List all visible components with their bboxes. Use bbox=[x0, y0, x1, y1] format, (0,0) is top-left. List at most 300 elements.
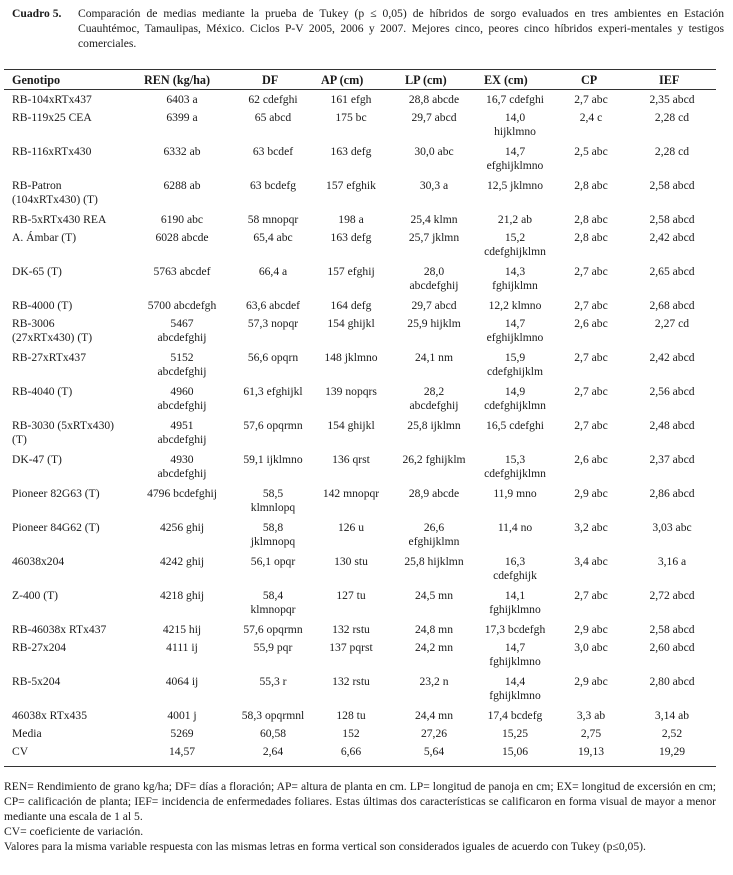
row-ief-cell bbox=[628, 589, 716, 603]
header-lp: LP (cm) bbox=[405, 73, 447, 87]
row-genotipo-cell bbox=[12, 709, 137, 723]
row-ap-line: 6,66 bbox=[340, 745, 362, 758]
row-ex-line: 21,2 ab bbox=[497, 213, 533, 226]
row-ap-line: 126 u bbox=[337, 521, 365, 534]
row-ap-cell bbox=[309, 317, 393, 331]
row-lp-line: 24,8 mn bbox=[414, 623, 453, 636]
row-ren-line: 4111 ij bbox=[166, 641, 198, 654]
row-ex-cell bbox=[472, 727, 558, 741]
row-ap-line: 198 a bbox=[338, 213, 364, 226]
row-lp-cell bbox=[394, 385, 474, 413]
row-ex-cell bbox=[472, 623, 558, 637]
row-genotipo-cell bbox=[12, 385, 137, 399]
row-ex-line: efghijklmno bbox=[486, 331, 544, 344]
row-cp-value: 3,2 abc bbox=[574, 521, 608, 534]
row-ief-cell bbox=[628, 521, 716, 535]
row-ren-line: 4218 ghij bbox=[159, 589, 205, 602]
row-ex-cell bbox=[472, 111, 558, 139]
row-lp-cell bbox=[394, 675, 474, 689]
row-lp-cell bbox=[394, 555, 474, 569]
row-ap-cell bbox=[309, 385, 393, 399]
row-df-cell bbox=[236, 145, 310, 159]
row-genotipo-cell bbox=[12, 641, 137, 655]
row-genotipo-line: RB-27x204 bbox=[12, 641, 67, 654]
row-genotipo-line: RB-46038x RTx437 bbox=[12, 623, 107, 636]
row-df-cell bbox=[236, 351, 310, 365]
row-df-cell bbox=[236, 93, 310, 107]
row-df-cell bbox=[236, 419, 310, 433]
row-ex-line: 15,25 bbox=[501, 727, 529, 740]
row-df-line: 63 bcdefg bbox=[249, 179, 297, 192]
row-ren-line: 6028 abcde bbox=[155, 231, 209, 244]
row-ren-cell bbox=[132, 317, 232, 345]
footnotes bbox=[4, 779, 716, 854]
row-genotipo-line: RB-119x25 CEA bbox=[12, 111, 92, 124]
header-ren: REN (kg/ha) bbox=[144, 73, 211, 87]
row-ief-value: 2,42 abcd bbox=[649, 351, 695, 364]
row-genotipo-line: DK-65 (T) bbox=[12, 265, 62, 278]
row-ief-cell bbox=[628, 641, 716, 655]
row-lp-cell bbox=[394, 111, 474, 125]
row-ief-value: 2,86 abcd bbox=[649, 487, 695, 500]
row-df-cell bbox=[236, 265, 310, 279]
row-ief-value: 19,29 bbox=[658, 745, 686, 758]
row-ex-cell bbox=[472, 453, 558, 481]
row-ren-cell bbox=[132, 487, 232, 501]
row-genotipo-cell bbox=[12, 231, 137, 245]
row-df-line: 58,4 bbox=[262, 589, 284, 602]
row-cp-cell bbox=[563, 555, 619, 569]
row-ren-line: 5763 abcdef bbox=[153, 265, 211, 278]
row-genotipo-cell bbox=[12, 521, 137, 535]
row-ief-cell bbox=[628, 111, 716, 125]
row-ief-value: 2,58 abcd bbox=[649, 179, 695, 192]
row-ap-cell bbox=[309, 675, 393, 689]
row-ap-cell bbox=[309, 145, 393, 159]
row-ap-line: 132 rstu bbox=[332, 623, 370, 636]
row-ief-value: 2,28 cd bbox=[654, 145, 690, 158]
row-genotipo-cell bbox=[12, 317, 137, 345]
row-ex-line: 12,5 jklmno bbox=[486, 179, 544, 192]
row-genotipo-line: 46038x204 bbox=[12, 555, 65, 568]
row-ief-cell bbox=[628, 453, 716, 467]
row-genotipo-cell bbox=[12, 179, 137, 207]
row-ex-cell bbox=[472, 487, 558, 501]
row-cp-cell bbox=[563, 231, 619, 245]
row-ren-cell bbox=[132, 93, 232, 107]
row-genotipo-cell bbox=[12, 265, 137, 279]
row-df-cell bbox=[236, 111, 310, 125]
row-cp-value: 2,5 abc bbox=[574, 145, 608, 158]
row-lp-line: 24,4 mn bbox=[414, 709, 453, 722]
row-cp-cell bbox=[563, 351, 619, 365]
caption-label: Cuadro 5. bbox=[12, 7, 62, 20]
row-df-line: 56,1 opqr bbox=[250, 555, 296, 568]
row-ief-cell bbox=[628, 317, 716, 331]
row-genotipo-line: (104xRTx430) (T) bbox=[12, 193, 98, 206]
row-ren-cell bbox=[132, 179, 232, 193]
row-cp-cell bbox=[563, 385, 619, 399]
row-ex-line: 16,7 cdefghi bbox=[486, 93, 544, 106]
row-lp-line: 29,7 abcd bbox=[411, 299, 457, 312]
row-ief-cell bbox=[628, 745, 716, 759]
row-lp-line: 25,7 jklmn bbox=[408, 231, 460, 244]
row-ex-cell bbox=[472, 385, 558, 413]
row-cp-cell bbox=[563, 589, 619, 603]
row-cp-value: 2,8 abc bbox=[574, 231, 608, 244]
row-ren-cell bbox=[132, 521, 232, 535]
row-ief-value: 2,58 abcd bbox=[649, 623, 695, 636]
row-ex-line: 14,7 bbox=[504, 317, 526, 330]
row-lp-cell bbox=[394, 93, 474, 107]
row-ren-line: abcdefghij bbox=[157, 467, 207, 480]
row-ex-line: 14,0 bbox=[504, 111, 526, 124]
row-ren-line: 6190 abc bbox=[160, 213, 204, 226]
row-ief-value: 3,16 a bbox=[657, 555, 687, 568]
row-ex-cell bbox=[472, 521, 558, 535]
row-lp-line: 26,6 bbox=[423, 521, 445, 534]
row-df-line: 60,58 bbox=[259, 727, 287, 740]
row-ief-cell bbox=[628, 145, 716, 159]
row-ap-line: 128 tu bbox=[336, 709, 366, 722]
row-genotipo-line: Media bbox=[12, 727, 42, 740]
row-ief-cell bbox=[628, 419, 716, 433]
row-genotipo-line: RB-4040 (T) bbox=[12, 385, 73, 398]
row-ren-line: abcdefghij bbox=[157, 433, 207, 446]
row-ren-line: 4215 hij bbox=[162, 623, 202, 636]
row-cp-value: 19,13 bbox=[577, 745, 605, 758]
row-df-line: jklmnopq bbox=[250, 535, 296, 548]
row-df-line: 55,9 pqr bbox=[253, 641, 293, 654]
row-ap-line: 154 ghijkl bbox=[327, 317, 375, 330]
row-df-cell bbox=[236, 385, 310, 399]
row-ren-line: 4064 ij bbox=[165, 675, 199, 688]
row-ief-cell bbox=[628, 555, 716, 569]
row-genotipo-line: RB-3030 (5xRTx430) bbox=[12, 419, 115, 432]
row-genotipo-cell bbox=[12, 93, 137, 107]
row-cp-value: 3,4 abc bbox=[574, 555, 608, 568]
row-ren-cell bbox=[132, 675, 232, 689]
row-lp-cell bbox=[394, 231, 474, 245]
row-ap-line: 175 bc bbox=[335, 111, 367, 124]
row-ief-value: 2,80 abcd bbox=[649, 675, 695, 688]
row-lp-line: abcdefghij bbox=[409, 399, 459, 412]
row-ren-cell bbox=[132, 555, 232, 569]
row-lp-cell bbox=[394, 299, 474, 313]
table-header bbox=[0, 72, 733, 88]
row-lp-line: 28,0 bbox=[423, 265, 445, 278]
row-cp-value: 3,0 abc bbox=[574, 641, 608, 654]
footnote-cv: CV= coeficiente de variación. bbox=[4, 825, 144, 838]
row-ex-line: 14,1 bbox=[504, 589, 526, 602]
row-lp-line: 5,64 bbox=[423, 745, 445, 758]
row-ex-cell bbox=[472, 709, 558, 723]
row-cp-cell bbox=[563, 93, 619, 107]
row-genotipo-cell bbox=[12, 727, 137, 741]
row-ren-line: 6403 a bbox=[166, 93, 198, 106]
row-ap-line: 148 jklmno bbox=[324, 351, 378, 364]
row-ex-cell bbox=[472, 213, 558, 227]
row-df-line: klmnopqr bbox=[250, 603, 296, 616]
row-ex-line: 14,7 bbox=[504, 145, 526, 158]
row-ief-cell bbox=[628, 231, 716, 245]
row-ief-value: 2,27 cd bbox=[654, 317, 690, 330]
row-ren-line: 4796 bcdefghij bbox=[147, 487, 217, 500]
row-lp-cell bbox=[394, 351, 474, 365]
row-genotipo-line: CV bbox=[12, 745, 29, 758]
row-df-line: 65,4 abc bbox=[253, 231, 293, 244]
row-ex-line: 11,9 mno bbox=[493, 487, 537, 500]
row-ex-line: hijklmno bbox=[494, 125, 536, 138]
row-ren-cell bbox=[132, 145, 232, 159]
row-df-line: 66,4 a bbox=[258, 265, 288, 278]
row-ap-cell bbox=[309, 213, 393, 227]
row-df-cell bbox=[236, 213, 310, 227]
row-ap-cell bbox=[309, 351, 393, 365]
row-ex-line: 16,3 bbox=[504, 555, 526, 568]
row-ren-cell bbox=[132, 453, 232, 481]
row-ief-cell bbox=[628, 623, 716, 637]
row-ex-line: 14,3 bbox=[504, 265, 526, 278]
row-df-line: 57,6 opqrmn bbox=[243, 623, 303, 636]
row-cp-value: 2,7 abc bbox=[574, 351, 608, 364]
row-cp-cell bbox=[563, 745, 619, 759]
row-lp-line: 25,9 hijklm bbox=[407, 317, 461, 330]
row-genotipo-cell bbox=[12, 675, 137, 689]
row-df-cell bbox=[236, 179, 310, 193]
row-genotipo-cell bbox=[12, 745, 137, 759]
row-genotipo-cell bbox=[12, 487, 137, 501]
row-genotipo-cell bbox=[12, 299, 137, 313]
row-genotipo-line: Z-400 (T) bbox=[12, 589, 59, 602]
row-genotipo-cell bbox=[12, 351, 137, 365]
row-ex-line: fghijklmno bbox=[489, 689, 541, 702]
row-ap-line: 130 stu bbox=[334, 555, 368, 568]
row-cp-value: 2,75 bbox=[580, 727, 602, 740]
row-ap-cell bbox=[309, 709, 393, 723]
row-df-line: 57,3 nopqr bbox=[247, 317, 299, 330]
row-df-cell bbox=[236, 745, 310, 759]
row-ap-line: 163 defg bbox=[330, 145, 372, 158]
row-cp-value: 2,7 abc bbox=[574, 385, 608, 398]
row-genotipo-cell bbox=[12, 453, 137, 467]
row-df-cell bbox=[236, 299, 310, 313]
row-ief-cell bbox=[628, 351, 716, 365]
row-ren-cell bbox=[132, 111, 232, 125]
row-lp-line: 24,5 mn bbox=[414, 589, 453, 602]
row-ap-line: 157 efghik bbox=[326, 179, 376, 192]
row-lp-line: 27,26 bbox=[420, 727, 448, 740]
row-ief-value: 2,52 bbox=[661, 727, 683, 740]
row-lp-line: 25,4 klmn bbox=[410, 213, 458, 226]
row-cp-cell bbox=[563, 179, 619, 193]
row-ex-line: 15,9 bbox=[504, 351, 526, 364]
header-cp: CP bbox=[581, 73, 598, 87]
row-df-cell bbox=[236, 709, 310, 723]
row-ief-cell bbox=[628, 675, 716, 689]
row-ief-value: 2,56 abcd bbox=[649, 385, 695, 398]
row-ex-line: efghijklmno bbox=[486, 159, 544, 172]
row-lp-line: 26,2 fghijklm bbox=[402, 453, 466, 466]
row-ap-cell bbox=[309, 453, 393, 467]
row-cp-cell bbox=[563, 641, 619, 655]
row-genotipo-line: Pioneer 84G62 (T) bbox=[12, 521, 100, 534]
row-ap-cell bbox=[309, 521, 393, 535]
row-genotipo-line: 46038x RTx435 bbox=[12, 709, 87, 722]
row-ap-line: 154 ghijkl bbox=[327, 419, 375, 432]
row-cp-value: 2,7 abc bbox=[574, 93, 608, 106]
row-lp-cell bbox=[394, 623, 474, 637]
row-df-cell bbox=[236, 317, 310, 331]
row-ief-cell bbox=[628, 179, 716, 193]
row-ex-cell bbox=[472, 419, 558, 433]
row-genotipo-line: RB-Patron bbox=[12, 179, 62, 192]
row-cp-cell bbox=[563, 709, 619, 723]
row-ex-line: 11,4 no bbox=[497, 521, 533, 534]
row-ren-line: 4930 bbox=[170, 453, 194, 466]
row-lp-cell bbox=[394, 487, 474, 501]
row-cp-value: 2,9 abc bbox=[574, 487, 608, 500]
row-ex-line: 12,2 klmno bbox=[488, 299, 542, 312]
row-df-line: 57,6 opqrmn bbox=[243, 419, 303, 432]
row-ap-line: 164 defg bbox=[330, 299, 372, 312]
row-ex-line: 16,5 cdefghi bbox=[486, 419, 544, 432]
row-cp-value: 2,7 abc bbox=[574, 589, 608, 602]
row-df-line: 58,8 bbox=[262, 521, 284, 534]
row-ex-cell bbox=[472, 589, 558, 617]
row-cp-cell bbox=[563, 727, 619, 741]
row-cp-value: 2,9 abc bbox=[574, 675, 608, 688]
row-lp-cell bbox=[394, 453, 474, 467]
row-cp-cell bbox=[563, 213, 619, 227]
row-ex-line: 15,2 bbox=[504, 231, 526, 244]
row-cp-value: 2,4 c bbox=[579, 111, 603, 124]
row-lp-line: 24,2 mn bbox=[414, 641, 453, 654]
row-ren-line: 5700 abcdefgh bbox=[147, 299, 217, 312]
row-ap-line: 163 defg bbox=[330, 231, 372, 244]
row-cp-cell bbox=[563, 265, 619, 279]
row-cp-cell bbox=[563, 317, 619, 331]
row-ief-value: 2,35 abcd bbox=[649, 93, 695, 106]
row-lp-line: 30,3 a bbox=[419, 179, 449, 192]
row-genotipo-line: RB-116xRTx430 bbox=[12, 145, 92, 158]
row-ex-cell bbox=[472, 745, 558, 759]
row-df-cell bbox=[236, 641, 310, 655]
row-df-cell bbox=[236, 487, 310, 515]
row-ren-cell bbox=[132, 231, 232, 245]
row-lp-line: 28,9 abcde bbox=[408, 487, 460, 500]
row-ren-line: 6332 ab bbox=[163, 145, 201, 158]
row-ren-line: 4951 bbox=[170, 419, 194, 432]
row-lp-cell bbox=[394, 727, 474, 741]
row-ex-line: cdefghijklm bbox=[486, 365, 544, 378]
row-ief-cell bbox=[628, 93, 716, 107]
row-df-line: 55,3 r bbox=[259, 675, 287, 688]
row-cp-value: 2,7 abc bbox=[574, 419, 608, 432]
row-ap-cell bbox=[309, 487, 393, 501]
row-ex-cell bbox=[472, 231, 558, 259]
row-lp-cell bbox=[394, 589, 474, 603]
row-ren-line: 6399 a bbox=[166, 111, 198, 124]
row-ex-line: fghijklmno bbox=[489, 655, 541, 668]
row-ief-value: 2,28 cd bbox=[654, 111, 690, 124]
footnote-abbreviations: REN= Rendimiento de grano kg/ha; DF= días a floración; AP= altura de planta en cm. LP= longitud de panoja en cm; EX= longitud de excersión en cm; CP= calificación de planta; IEF= incidencia de enfermedades foliares. Estas últimas dos características se calificaron en forma visual de mayor a menor mediante una escala de 1 al 5. bbox=[4, 780, 716, 823]
header-df: DF bbox=[262, 73, 279, 87]
row-ap-cell bbox=[309, 623, 393, 637]
row-ren-line: abcdefghij bbox=[157, 399, 207, 412]
row-lp-line: 29,7 abcd bbox=[411, 111, 457, 124]
row-ren-line: 4960 bbox=[170, 385, 194, 398]
row-lp-cell bbox=[394, 521, 474, 549]
row-ief-cell bbox=[628, 213, 716, 227]
row-genotipo-line: Pioneer 82G63 (T) bbox=[12, 487, 100, 500]
row-df-line: 58 mnopqr bbox=[247, 213, 299, 226]
row-ief-value: 2,58 abcd bbox=[649, 213, 695, 226]
row-ex-cell bbox=[472, 145, 558, 173]
row-df-cell bbox=[236, 675, 310, 689]
row-ren-line: abcdefghij bbox=[157, 331, 207, 344]
row-ex-line: fghijklmn bbox=[492, 279, 538, 292]
row-cp-value: 2,6 abc bbox=[574, 317, 608, 330]
row-genotipo-cell bbox=[12, 213, 137, 227]
row-lp-cell bbox=[394, 709, 474, 723]
row-ief-cell bbox=[628, 385, 716, 399]
row-genotipo-cell bbox=[12, 623, 137, 637]
row-cp-cell bbox=[563, 299, 619, 313]
row-df-cell bbox=[236, 727, 310, 741]
row-ief-value: 2,72 abcd bbox=[649, 589, 695, 602]
row-ren-line: 5152 bbox=[170, 351, 194, 364]
row-cp-value: 3,3 ab bbox=[576, 709, 606, 722]
row-ief-value: 2,60 abcd bbox=[649, 641, 695, 654]
row-ex-cell bbox=[472, 299, 558, 313]
row-ren-line: 5467 bbox=[170, 317, 194, 330]
row-genotipo-cell bbox=[12, 111, 137, 125]
row-ren-line: 4001 j bbox=[167, 709, 197, 722]
row-ex-line: fghijklmno bbox=[489, 603, 541, 616]
row-df-line: 56,6 opqrn bbox=[247, 351, 299, 364]
row-ren-line: 6288 ab bbox=[163, 179, 201, 192]
row-ex-cell bbox=[472, 317, 558, 345]
row-ren-cell bbox=[132, 641, 232, 655]
row-ex-line: 17,3 bcdefgh bbox=[484, 623, 546, 636]
row-ap-cell bbox=[309, 265, 393, 279]
row-df-line: 62 cdefghi bbox=[248, 93, 298, 106]
table-caption bbox=[12, 6, 724, 51]
row-ap-line: 136 qrst bbox=[332, 453, 370, 466]
row-ren-cell bbox=[132, 709, 232, 723]
row-genotipo-line: RB-3006 bbox=[12, 317, 55, 330]
row-cp-value: 2,8 abc bbox=[574, 179, 608, 192]
row-cp-value: 2,6 abc bbox=[574, 453, 608, 466]
row-genotipo-cell bbox=[12, 419, 137, 447]
row-genotipo-line: RB-104xRTx437 bbox=[12, 93, 92, 106]
row-lp-cell bbox=[394, 179, 474, 193]
row-lp-cell bbox=[394, 745, 474, 759]
row-ap-line: 127 tu bbox=[336, 589, 366, 602]
row-cp-cell bbox=[563, 487, 619, 501]
row-ex-cell bbox=[472, 675, 558, 703]
table-top-rule bbox=[4, 69, 716, 70]
row-genotipo-cell bbox=[12, 589, 137, 603]
row-cp-value: 2,7 abc bbox=[574, 265, 608, 278]
footnote-tukey: Valores para la misma variable respuesta con las mismas letras en forma vertical son considerados iguales de acuerdo con Tukey (p≤0,05). bbox=[4, 840, 646, 853]
row-cp-value: 2,9 abc bbox=[574, 623, 608, 636]
row-ex-cell bbox=[472, 555, 558, 583]
row-ief-cell bbox=[628, 709, 716, 723]
row-ren-cell bbox=[132, 745, 232, 759]
header-ap: AP (cm) bbox=[321, 73, 364, 87]
